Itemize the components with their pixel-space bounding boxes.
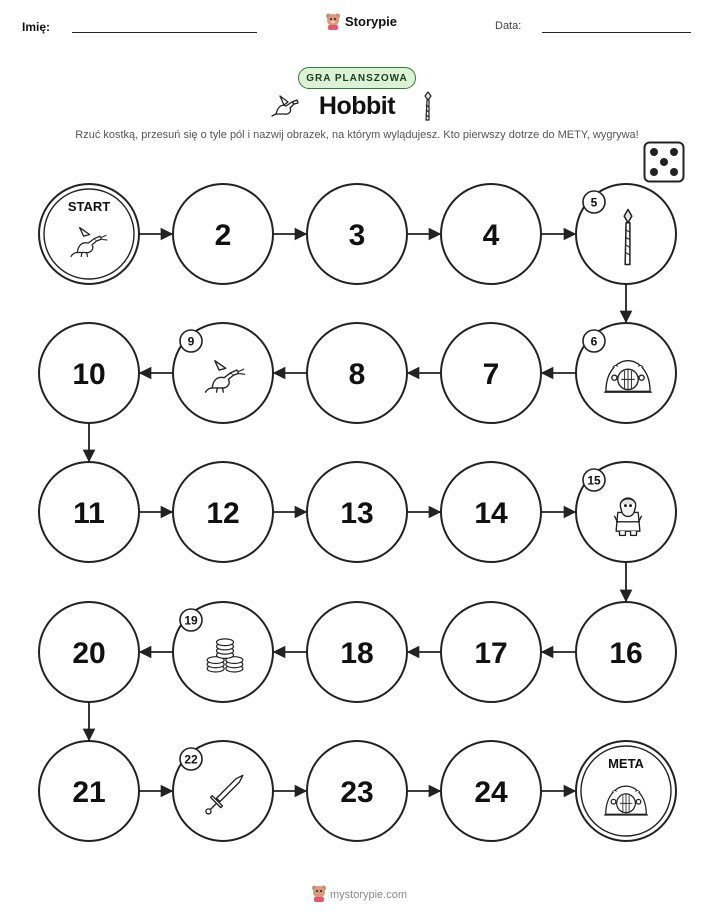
board-cell-16 [576, 602, 676, 702]
game-type-badge: GRA PLANSZOWA [298, 67, 416, 89]
instructions: Rzuć kostką, przesuń się o tyle pól i nazwij obrazek, na którym wylądujesz. Kto pierwszy dotrze do METY, wygrywa! [75, 129, 639, 141]
cell-number: 3 [348, 219, 366, 252]
board-cell-6 [576, 323, 676, 423]
finish-cell [576, 741, 676, 841]
cell-number: 13 [340, 497, 374, 530]
cell-number: 8 [348, 358, 366, 391]
cell-number: 4 [482, 219, 500, 252]
cell-number: 12 [206, 497, 240, 530]
board-cell-21 [39, 741, 139, 841]
board-cell-20 [39, 602, 139, 702]
cell-number: 20 [72, 637, 106, 670]
board-cell-23 [307, 741, 407, 841]
cell-number: 23 [340, 776, 374, 809]
footer-url: mystorypie.com [330, 889, 408, 901]
cell-number: 11 [73, 497, 105, 530]
cell-number: 19 [184, 613, 198, 628]
cell-number: 6 [590, 334, 598, 349]
cell-number: 21 [72, 776, 106, 809]
board-cell-5 [576, 184, 676, 284]
cell-number: 24 [474, 776, 508, 809]
board-cell-9 [173, 323, 273, 423]
footer-bear-icon [311, 884, 327, 902]
board-cell-4 [441, 184, 541, 284]
brand-name: Storypie [345, 13, 398, 29]
board-cell-15 [576, 462, 676, 562]
cell-number: 14 [474, 497, 508, 530]
start-cell [39, 184, 139, 284]
board-cell-14 [441, 462, 541, 562]
board-cell-12 [173, 462, 273, 562]
board-cell-18 [307, 602, 407, 702]
board-cell-13 [307, 462, 407, 562]
board-cell-17 [441, 602, 541, 702]
date-label: Data: [495, 20, 522, 32]
cell-number: 10 [72, 358, 106, 391]
cell-label: START [67, 199, 111, 214]
board-cell-2 [173, 184, 273, 284]
board-cell-11 [39, 462, 139, 562]
board-cell-7 [441, 323, 541, 423]
board-cell-8 [307, 323, 407, 423]
board-cell-24 [441, 741, 541, 841]
cell-number: 5 [590, 195, 598, 210]
cell-number: 22 [184, 752, 198, 767]
cell-number: 9 [187, 334, 195, 349]
board-cell-22 [173, 741, 273, 841]
staff-icon [624, 209, 632, 264]
page-title: Hobbit [318, 92, 396, 120]
cell-number: 16 [609, 637, 643, 670]
cell-number: 15 [587, 473, 601, 488]
cell-number: 2 [214, 219, 232, 252]
cell-number: 18 [340, 637, 374, 670]
cell-label: META [608, 756, 644, 771]
board-cell-10 [39, 323, 139, 423]
cell-number: 7 [482, 358, 500, 391]
cell-number: 17 [474, 637, 508, 670]
board-cell-3 [307, 184, 407, 284]
name-label: Imię: [22, 20, 51, 34]
board-cell-19 [173, 602, 273, 702]
